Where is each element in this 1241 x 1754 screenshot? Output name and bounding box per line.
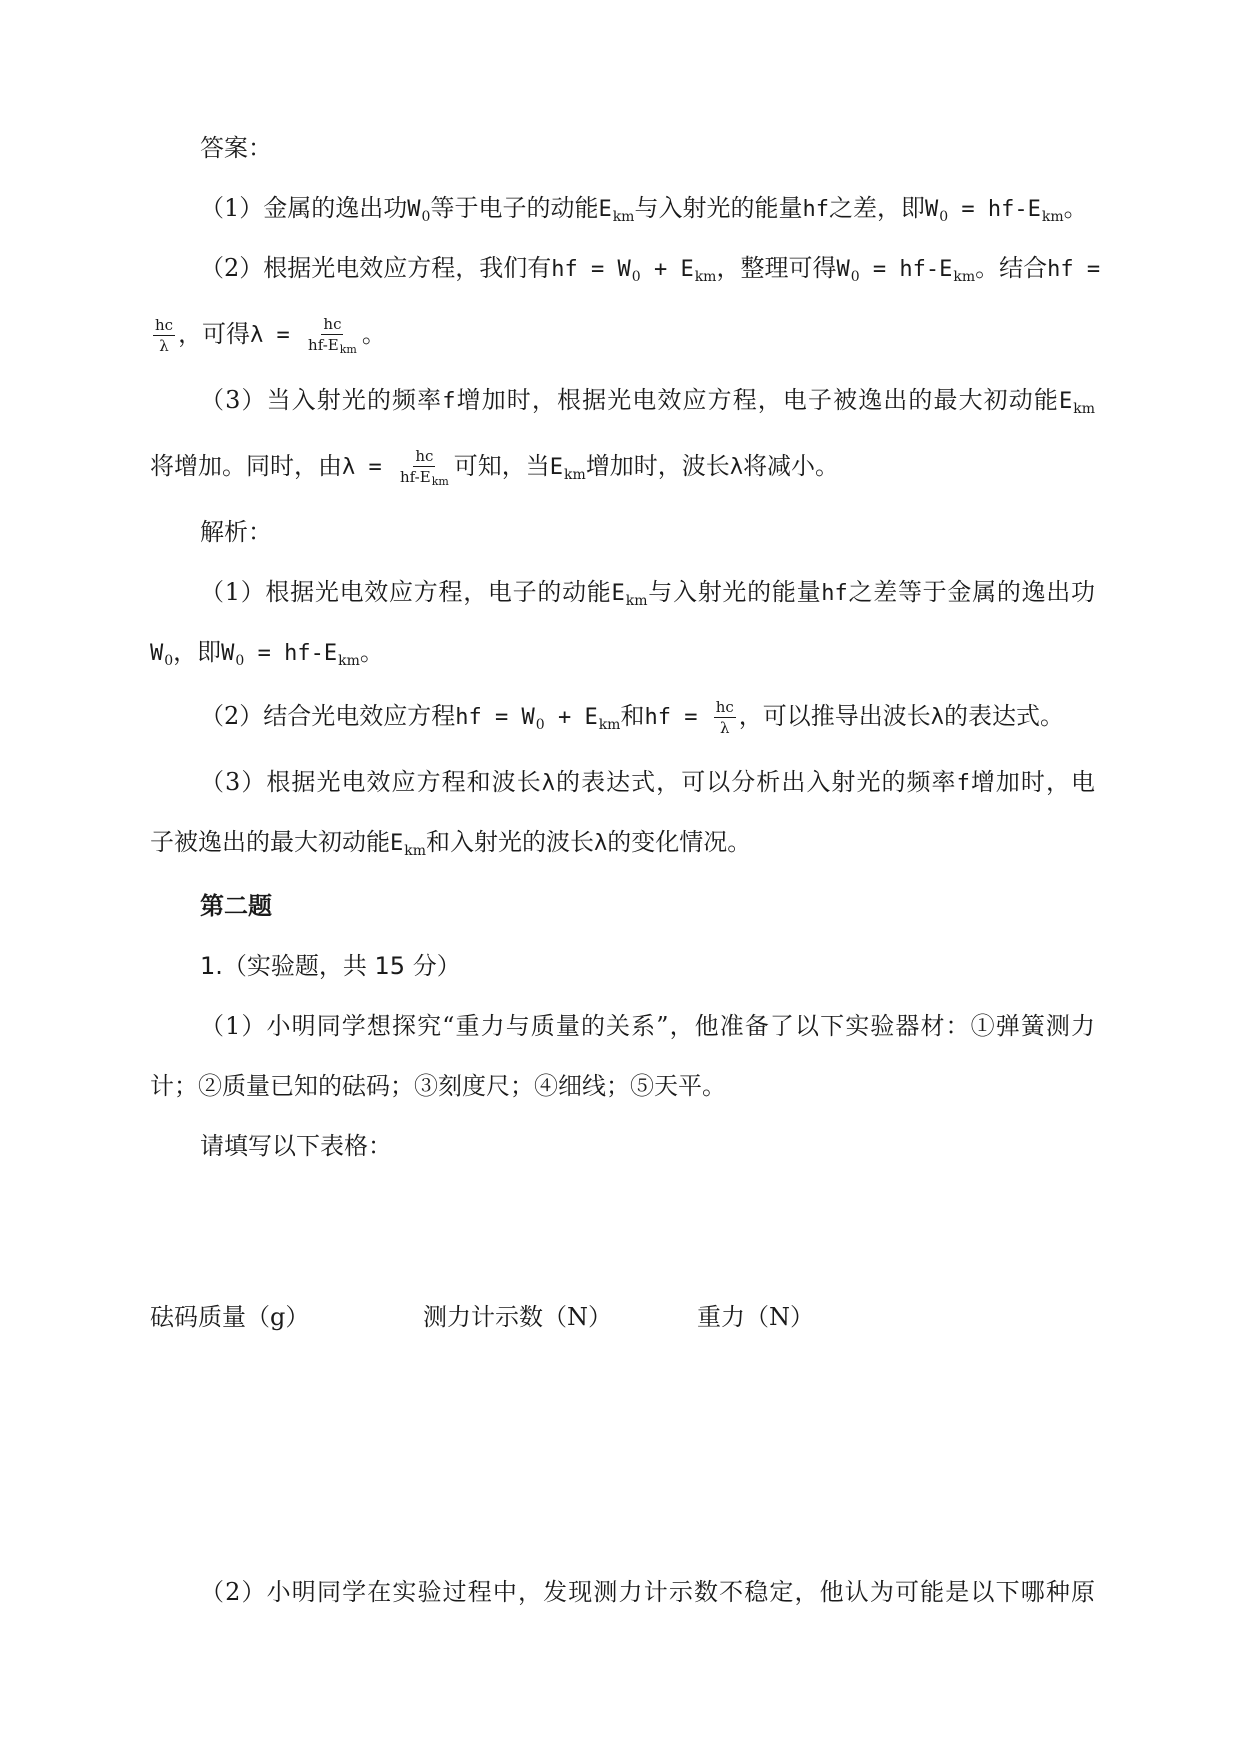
question-header: 1.（实验题，共 15 分） — [200, 952, 461, 980]
section-title: 第二题 — [200, 891, 272, 920]
question-1-part-1-line-1: （1）小明同学想探究“重力与质量的关系”，他准备了以下实验器材：①弹簧测力 — [200, 1012, 1095, 1040]
fraction-lambda-expression: $\frac{hc}{hf-E_{km}}$ — [308, 314, 357, 356]
analysis-paragraph-3-line-1: （3）根据光电效应方程和波长λ的表达式，可以分析出入射光的频率f增加时，电 — [200, 768, 1095, 796]
analysis-paragraph-1-line-2: $W_0$，即$W_0 = hf-E_{km}$。 — [150, 638, 384, 669]
answer-paragraph-2-line-2: $\frac{hc}{\lambda}$ ，可得λ = $\frac{hc}{hf-E_{km}}$ 。 — [155, 314, 386, 356]
answer-paragraph-1: （1）金属的逸出功$W_0$等于电子的动能$E_{km}$与入射光的能量hf之差，即$W_0 = hf-E_{km}$。 — [200, 194, 1088, 225]
answer-heading: 答案： — [200, 134, 272, 162]
analysis-paragraph-3-line-2: 子被逸出的最大初动能$E_{km}$和入射光的波长λ的变化情况。 — [150, 828, 752, 859]
analysis-heading: 解析： — [200, 518, 272, 546]
fraction-hc-over-lambda: $\frac{hc}{\lambda}$ — [155, 315, 174, 355]
fraction-hc-over-lambda-2: $\frac{hc}{\lambda}$ — [715, 697, 734, 737]
question-1-part-2: （2）小明同学在实验过程中，发现测力计示数不稳定，他认为可能是以下哪种原 — [200, 1578, 1095, 1606]
fraction-lambda-expression-2: $\frac{hc}{hf-E_{km}}$ — [399, 446, 449, 488]
analysis-paragraph-1-line-1: （1）根据光电效应方程，电子的动能$E_{km}$与入射光的能量hf之差等于金属的逸出功 — [200, 578, 1095, 609]
fill-table-instruction: 请填写以下表格： — [200, 1132, 392, 1160]
answer-paragraph-3-line-1: （3）当入射光的频率f增加时，根据光电效应方程，电子被逸出的最大初动能$E_{km}$ — [200, 386, 1095, 417]
question-1-part-1-line-2: 计；②质量已知的砝码；③刻度尺；④细线；⑤天平。 — [150, 1072, 726, 1100]
answer-paragraph-3-line-2: 将增加。同时，由λ = $\frac{hc}{hf-E_{km}}$ 可知，当$E_{km}$增加时，波长λ将减小。 — [150, 446, 840, 488]
table-header-gravity: 重力（N） — [697, 1303, 814, 1331]
table-header-reading: 测力计示数（N） — [423, 1303, 612, 1331]
answer-paragraph-2-line-1: （2）根据光电效应方程，我们有hf = $W_0 + E_{km}$，整理可得$W_0 = hf-E_{km}$。结合hf = — [200, 254, 1101, 285]
analysis-paragraph-2: （2）结合光电效应方程hf = $W_0 + E_{km}$和hf = $\frac{hc}{\lambda}$ ，可以推导出波长λ的表达式。 — [200, 697, 1065, 737]
table-header-mass: 砝码质量（g） — [150, 1303, 310, 1331]
